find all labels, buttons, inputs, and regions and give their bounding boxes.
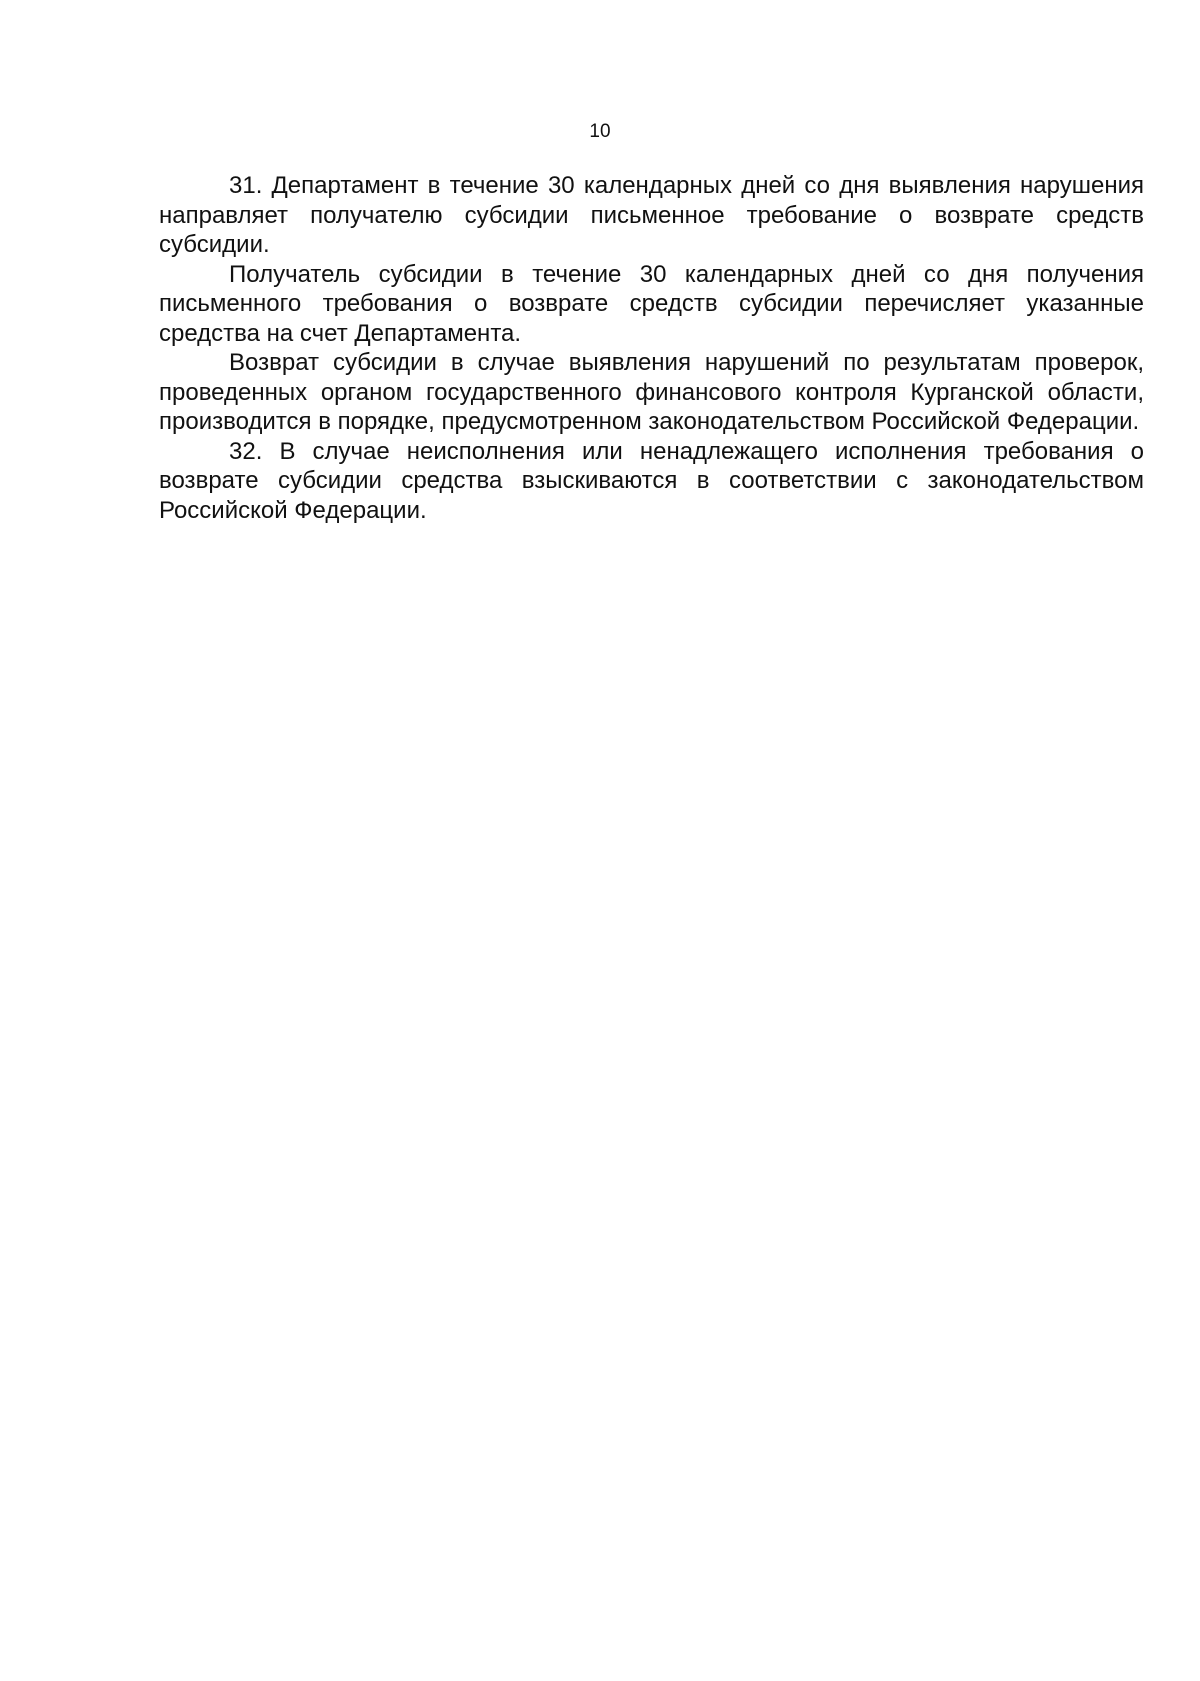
document-body — [159, 171, 1144, 525]
paragraph-refund-term: Получатель субсидии в течение 30 календарных дней со дня получения письменного требования о возврате средств субсидии перечисляет указанные средства на счет Департамента. — [159, 260, 1144, 347]
page-number: 10 — [589, 121, 611, 142]
paragraph-31: 31. Департамент в течение 30 календарных дней со дня выявления нарушения направляет получателю субсидии письменное требование о возврате средств субсидии. — [159, 172, 1144, 258]
paragraph-refund-audit: Возврат субсидии в случае выявления нарушений по результатам проверок, проведенных органом государственного финансового контроля Курганской области, производится в порядке, предусмотренном законодательством Российской Федерации. — [159, 349, 1144, 435]
paragraph-32: 32. В случае неисполнения или ненадлежащего исполнения требования о возврате субсидии средства взыскиваются в соответствии с законодательством Российской Федерации. — [159, 437, 1144, 524]
